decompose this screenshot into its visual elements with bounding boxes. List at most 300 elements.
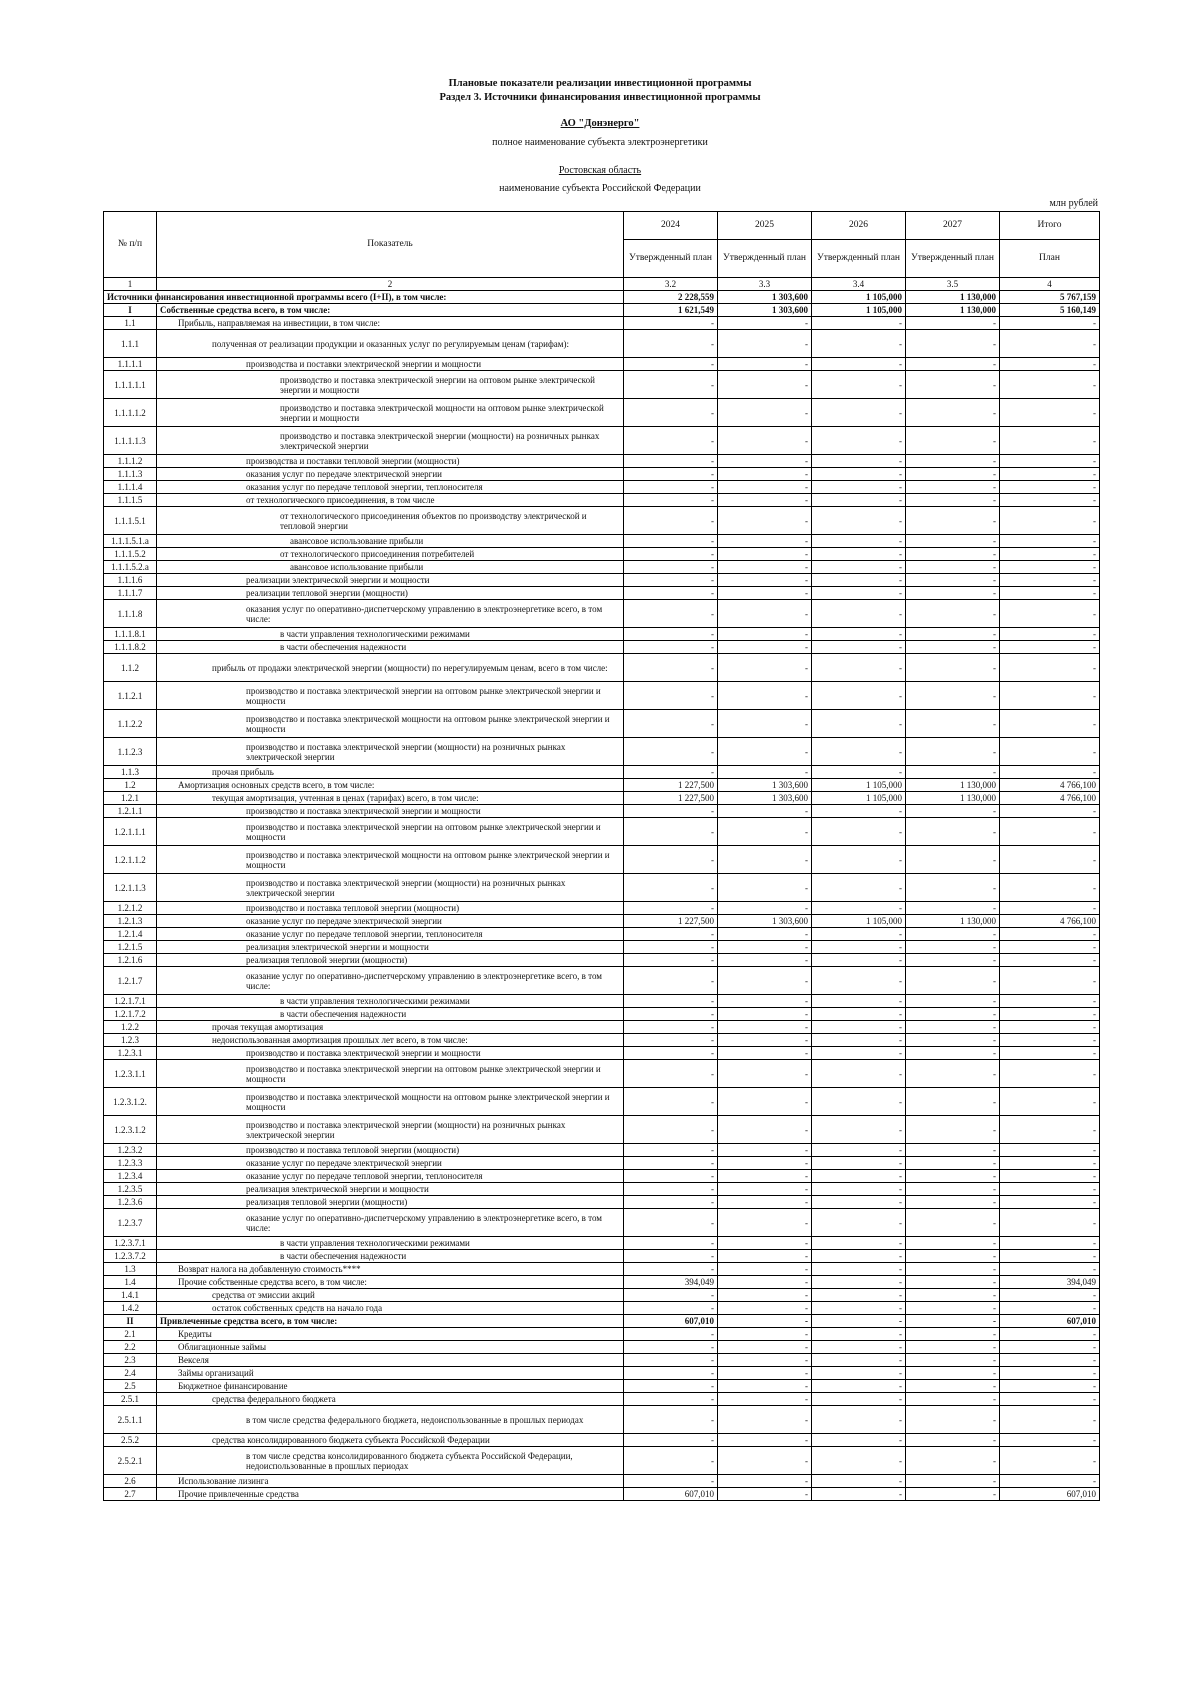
row-year-value: - [718,535,812,548]
row-total-value: - [1000,1196,1100,1209]
row-year-value: - [624,574,718,587]
row-number: 1.1.1.5.1.a [104,535,157,548]
row-year-value: - [718,455,812,468]
row-label: оказание услуг по оперативно-диспетчерскому управлению в электроэнергетике всего, в том числе: [157,967,624,995]
row-label: производство и поставка электрической энергии на оптовом рынке электрической энергии и мощности [157,371,624,399]
row-total-value: - [1000,600,1100,628]
row-year-value: - [718,1276,812,1289]
row-year-value: - [624,600,718,628]
row-label: оказание услуг по передаче тепловой энергии, теплоносителя [157,1170,624,1183]
row-year-value: 607,010 [624,1488,718,1501]
table-row [104,1034,1100,1047]
row-year-value: - [718,941,812,954]
row-year-value: - [812,587,906,600]
row-year-value: - [718,1341,812,1354]
row-label: в том числе средства консолидированного бюджета субъекта Российской Федерации, недоиспользованные в прошлых периодах [157,1447,624,1475]
row-year-value: - [812,818,906,846]
row-label: остаток собственных средств на начало года [157,1302,624,1315]
row-year-value: - [812,1406,906,1434]
row-label: прочая текущая амортизация [157,1021,624,1034]
row-year-value: - [624,1047,718,1060]
table-header [104,212,1100,291]
row-year-value: - [718,587,812,600]
row-total-value: - [1000,1157,1100,1170]
row-number: 1.1.1.8.1 [104,628,157,641]
table-row [104,779,1100,792]
row-year-value: - [624,399,718,427]
row-year-value: - [718,902,812,915]
row-year-value: - [812,928,906,941]
row-label: полученная от реализации продукции и оказанных услуг по регулируемым ценам (тарифам): [157,330,624,358]
row-total-value: 394,049 [1000,1276,1100,1289]
row-year-value: - [906,1447,1000,1475]
row-year-value: - [812,1488,906,1501]
row-total-value: - [1000,1144,1100,1157]
row-year-value: - [812,1170,906,1183]
row-label: в части управления технологическими режимами [157,628,624,641]
row-year-value: - [812,967,906,995]
row-year-value: - [906,818,1000,846]
row-number: 2.5.2.1 [104,1447,157,1475]
table-row [104,928,1100,941]
row-year-value: - [624,468,718,481]
table-row [104,587,1100,600]
row-year-value: - [718,1367,812,1380]
row-year-value: - [812,1475,906,1488]
row-year-value: - [718,766,812,779]
row-year-value: - [812,1354,906,1367]
row-year-value: - [812,902,906,915]
row-label: Собственные средства всего, в том числе: [157,304,624,317]
row-total-value: - [1000,494,1100,507]
row-year-value: - [906,1209,1000,1237]
row-year-value: - [624,654,718,682]
row-year-value: - [812,1008,906,1021]
row-label: Прочие собственные средства всего, в том числе: [157,1276,624,1289]
col-number: 3.3 [718,278,812,291]
table-row [104,1276,1100,1289]
region-name: Ростовская область [558,165,642,176]
row-year-value: - [812,1302,906,1315]
row-number: 2.2 [104,1341,157,1354]
row-number: 1.2.1.7.1 [104,995,157,1008]
row-number: 1.2.3.1 [104,1047,157,1060]
col-header-approved: Утвержденный план [812,240,906,278]
row-year-value: - [718,1354,812,1367]
row-year-value: 2 228,559 [624,291,718,304]
table-row [104,1196,1100,1209]
table-row [104,628,1100,641]
row-year-value: - [812,399,906,427]
row-year-value: - [812,1209,906,1237]
row-year-value: - [812,574,906,587]
row-number: 1.2.3.4 [104,1170,157,1183]
row-total-value: - [1000,507,1100,535]
report-title: Плановые показатели реализации инвестиционной программы [448,78,752,89]
row-label: реализация электрической энергии и мощности [157,941,624,954]
table-row [104,494,1100,507]
row-year-value: - [624,641,718,654]
row-total-value: - [1000,1367,1100,1380]
row-year-value: - [624,1183,718,1196]
row-label: в части обеспечения надежности [157,1008,624,1021]
row-year-value: - [906,941,1000,954]
row-label: прибыль от продажи электрической энергии (мощности) по нерегулируемым ценам, всего в том числе: [157,654,624,682]
table-row [104,874,1100,902]
row-year-value: - [812,600,906,628]
row-year-value: - [718,317,812,330]
row-year-value: - [624,1116,718,1144]
row-year-value: - [812,874,906,902]
row-number: 1.3 [104,1263,157,1276]
table-row [104,358,1100,371]
row-total-value: - [1000,1060,1100,1088]
row-label: производство и поставка электрической энергии на оптовом рынке электрической энергии и мощности [157,818,624,846]
row-year-value: - [624,846,718,874]
row-year-value: - [624,1289,718,1302]
row-total-value: - [1000,427,1100,455]
table-row [104,915,1100,928]
col-header-indicator: Показатель [157,212,624,278]
table-row [104,1434,1100,1447]
row-year-value: - [906,1315,1000,1328]
row-year-value: - [718,358,812,371]
row-number: 2.1 [104,1328,157,1341]
row-year-value: - [624,587,718,600]
table-row [104,1393,1100,1406]
row-year-value: - [906,455,1000,468]
row-total-value: - [1000,682,1100,710]
row-number: 1.1.2.1 [104,682,157,710]
row-label: оказания услуг по передаче тепловой энергии, теплоносителя [157,481,624,494]
row-year-value: - [718,995,812,1008]
row-year-value: - [718,628,812,641]
row-label: оказание услуг по оперативно-диспетчерскому управлению в электроэнергетике всего, в том числе: [157,1209,624,1237]
table-row [104,304,1100,317]
row-year-value: - [812,427,906,455]
row-year-value: - [812,330,906,358]
row-total-value: - [1000,358,1100,371]
row-year-value: - [906,548,1000,561]
row-year-value: - [812,1367,906,1380]
row-label: производство и поставка электрической энергии (мощности) на розничных рынках электрической энергии [157,427,624,455]
row-year-value: - [906,481,1000,494]
row-year-value: - [906,535,1000,548]
row-year-value: - [906,1170,1000,1183]
row-label: производства и поставки электрической энергии и мощности [157,358,624,371]
table-row [104,427,1100,455]
row-year-value: - [812,1250,906,1263]
row-total-value: - [1000,1434,1100,1447]
table-row [104,1488,1100,1501]
row-year-value: - [906,1116,1000,1144]
table-row [104,1008,1100,1021]
row-year-value: - [812,481,906,494]
row-number: 1.4.2 [104,1302,157,1315]
row-year-value: - [812,1047,906,1060]
row-year-value: - [624,1170,718,1183]
col-number: 2 [157,278,624,291]
row-total-value: 4 766,100 [1000,779,1100,792]
row-total-value: - [1000,1008,1100,1021]
row-total-value: - [1000,1263,1100,1276]
table-row [104,1237,1100,1250]
row-year-value: - [624,1367,718,1380]
row-year-value: - [906,1393,1000,1406]
row-total-value: 4 766,100 [1000,915,1100,928]
row-total-value: - [1000,1354,1100,1367]
row-year-value: - [906,317,1000,330]
row-number: 2.5.1.1 [104,1406,157,1434]
row-year-value: - [624,1144,718,1157]
row-number: 1.2.1 [104,792,157,805]
row-number: 1.1.1.1.2 [104,399,157,427]
row-year-value: - [812,535,906,548]
col-header-num: № п/п [104,212,157,278]
table-row [104,846,1100,874]
row-number: 1.2.1.1 [104,805,157,818]
row-year-value: - [624,1237,718,1250]
row-year-value: - [624,330,718,358]
row-number: 1.4 [104,1276,157,1289]
row-year-value: - [624,561,718,574]
row-year-value: - [718,1088,812,1116]
row-year-value: - [718,1034,812,1047]
table-row [104,1144,1100,1157]
row-year-value: - [624,1380,718,1393]
row-year-value: - [718,1116,812,1144]
row-year-value: - [624,1060,718,1088]
row-year-value: - [906,846,1000,874]
row-year-value: - [624,358,718,371]
row-year-value: 1 227,500 [624,915,718,928]
row-number: 1.1.1.6 [104,574,157,587]
row-year-value: - [718,1434,812,1447]
table-row [104,1380,1100,1393]
row-year-value: - [906,1088,1000,1116]
row-year-value: - [812,1157,906,1170]
row-year-value: - [812,1328,906,1341]
row-year-value: 1 621,549 [624,304,718,317]
row-label: Привлеченные средства всего, в том числе: [157,1315,624,1328]
row-total-value: 5 160,149 [1000,304,1100,317]
table-row [104,1157,1100,1170]
row-year-value: - [812,805,906,818]
row-year-value: - [906,654,1000,682]
row-label: реализация тепловой энергии (мощности) [157,1196,624,1209]
row-label: в части обеспечения надежности [157,1250,624,1263]
row-label: Займы организаций [157,1367,624,1380]
row-year-value: - [812,455,906,468]
row-year-value: - [718,1315,812,1328]
row-year-value: - [718,874,812,902]
row-year-value: - [624,1250,718,1263]
row-year-value: - [718,481,812,494]
row-year-value: - [906,600,1000,628]
table-row [104,317,1100,330]
table-row [104,941,1100,954]
row-label: от технологического присоединения, в том числе [157,494,624,507]
row-year-value: - [624,1088,718,1116]
table-row [104,535,1100,548]
row-number: 1.1.2.2 [104,710,157,738]
row-year-value: - [718,1393,812,1406]
row-label: оказание услуг по передаче электрической энергии [157,915,624,928]
row-year-value: - [718,1144,812,1157]
row-year-value: - [812,358,906,371]
row-total-value: - [1000,587,1100,600]
table-row [104,468,1100,481]
row-year-value: - [812,561,906,574]
row-label: Прибыль, направляемая на инвестиции, в том числе: [157,317,624,330]
row-label: Кредиты [157,1328,624,1341]
row-number: 2.5.2 [104,1434,157,1447]
row-number: 1.2.3.2 [104,1144,157,1157]
row-year-value: - [718,710,812,738]
row-label: в том числе средства федерального бюджета, недоиспользованные в прошлых периодах [157,1406,624,1434]
row-year-value: - [906,507,1000,535]
row-year-value: - [906,358,1000,371]
row-year-value: - [624,1196,718,1209]
row-year-value: - [906,494,1000,507]
row-year-value: - [718,967,812,995]
row-total-value: - [1000,1183,1100,1196]
row-total-value: - [1000,1447,1100,1475]
row-year-value: - [812,1237,906,1250]
row-year-value: - [812,941,906,954]
row-number: 1.1 [104,317,157,330]
row-number: 2.7 [104,1488,157,1501]
row-year-value: - [906,1047,1000,1060]
row-year-value: - [906,1367,1000,1380]
row-number: 1.2.1.6 [104,954,157,967]
row-year-value: - [718,1289,812,1302]
table-row [104,766,1100,779]
row-number: 1.2.2 [104,1021,157,1034]
row-total-value: - [1000,468,1100,481]
row-year-value: - [906,1250,1000,1263]
row-year-value: - [624,1354,718,1367]
row-number: 1.1.1.1.3 [104,427,157,455]
row-total-value: - [1000,1302,1100,1315]
table-row [104,371,1100,399]
row-label: средства консолидированного бюджета субъекта Российской Федерации [157,1434,624,1447]
row-total-value: - [1000,1047,1100,1060]
row-total-value: - [1000,1237,1100,1250]
row-number: 1.2.3.1.2. [104,1088,157,1116]
row-year-value: - [906,561,1000,574]
table-row [104,805,1100,818]
row-number: 1.1.1.5 [104,494,157,507]
row-year-value: 1 130,000 [906,779,1000,792]
row-label: Возврат налога на добавленную стоимость**** [157,1263,624,1276]
row-year-value: - [812,1341,906,1354]
row-label: Векселя [157,1354,624,1367]
row-year-value: - [624,371,718,399]
organization-caption: полное наименование субъекта электроэнергетики [492,137,708,148]
row-year-value: - [906,1060,1000,1088]
row-total-value: - [1000,954,1100,967]
row-year-value: - [812,1196,906,1209]
row-number: 1.2.1.3 [104,915,157,928]
row-total-value: - [1000,1021,1100,1034]
row-year-value: - [624,1434,718,1447]
row-number: 1.1.1.1.1 [104,371,157,399]
row-label: производство и поставка электрической энергии (мощности) на розничных рынках электрической энергии [157,738,624,766]
row-year-value: 1 130,000 [906,915,1000,928]
col-header-approved: Утвержденный план [906,240,1000,278]
row-year-value: - [718,494,812,507]
row-year-value: - [812,1088,906,1116]
row-year-value: - [906,1328,1000,1341]
table-row [104,1475,1100,1488]
row-year-value: - [812,1183,906,1196]
row-label: Прочие привлеченные средства [157,1488,624,1501]
row-year-value: - [812,654,906,682]
row-year-value: - [624,494,718,507]
row-year-value: - [624,766,718,779]
row-year-value: - [812,468,906,481]
row-year-value: - [906,1475,1000,1488]
row-total-value: - [1000,1170,1100,1183]
row-number: 1.2.3.1.1 [104,1060,157,1088]
col-header-approved: Утвержденный план [718,240,812,278]
row-total-value: - [1000,1380,1100,1393]
row-year-value: - [906,1434,1000,1447]
table-row [104,1263,1100,1276]
table-row [104,548,1100,561]
row-label: производство и поставка электрической мощности на оптовом рынке электрической энергии и мощности [157,1088,624,1116]
table-row [104,954,1100,967]
table-row [104,1209,1100,1237]
row-total-value: - [1000,317,1100,330]
row-year-value: - [624,941,718,954]
row-number: 1.2.3.3 [104,1157,157,1170]
row-year-value: - [718,1488,812,1501]
row-year-value: - [812,1276,906,1289]
row-year-value: - [624,1008,718,1021]
row-total-value: - [1000,371,1100,399]
row-year-value: 1 105,000 [812,792,906,805]
row-number: 1.1.1.5.2.a [104,561,157,574]
row-total-value: - [1000,941,1100,954]
row-year-value: - [812,1380,906,1393]
row-year-value: - [718,1170,812,1183]
row-total-value: - [1000,1088,1100,1116]
row-year-value: - [624,805,718,818]
row-year-value: - [718,1263,812,1276]
col-header-year: 2025 [718,212,812,240]
row-year-value: - [624,535,718,548]
row-total-value: - [1000,1034,1100,1047]
row-label: производство и поставка электрической мощности на оптовом рынке электрической энергии и мощности [157,710,624,738]
row-year-value: - [906,1237,1000,1250]
row-total-value: 5 767,159 [1000,291,1100,304]
row-number: 1.2.1.4 [104,928,157,941]
row-number: 2.3 [104,1354,157,1367]
row-year-value: - [812,628,906,641]
col-number: 3.5 [906,278,1000,291]
row-number: 1.2.3.6 [104,1196,157,1209]
row-year-value: - [906,1406,1000,1434]
row-year-value: - [624,317,718,330]
row-label: реализация тепловой энергии (мощности) [157,954,624,967]
row-number: 2.6 [104,1475,157,1488]
row-number: 1.1.1.8.2 [104,641,157,654]
row-year-value: 394,049 [624,1276,718,1289]
row-number: 1.1.1.4 [104,481,157,494]
row-year-value: - [718,468,812,481]
